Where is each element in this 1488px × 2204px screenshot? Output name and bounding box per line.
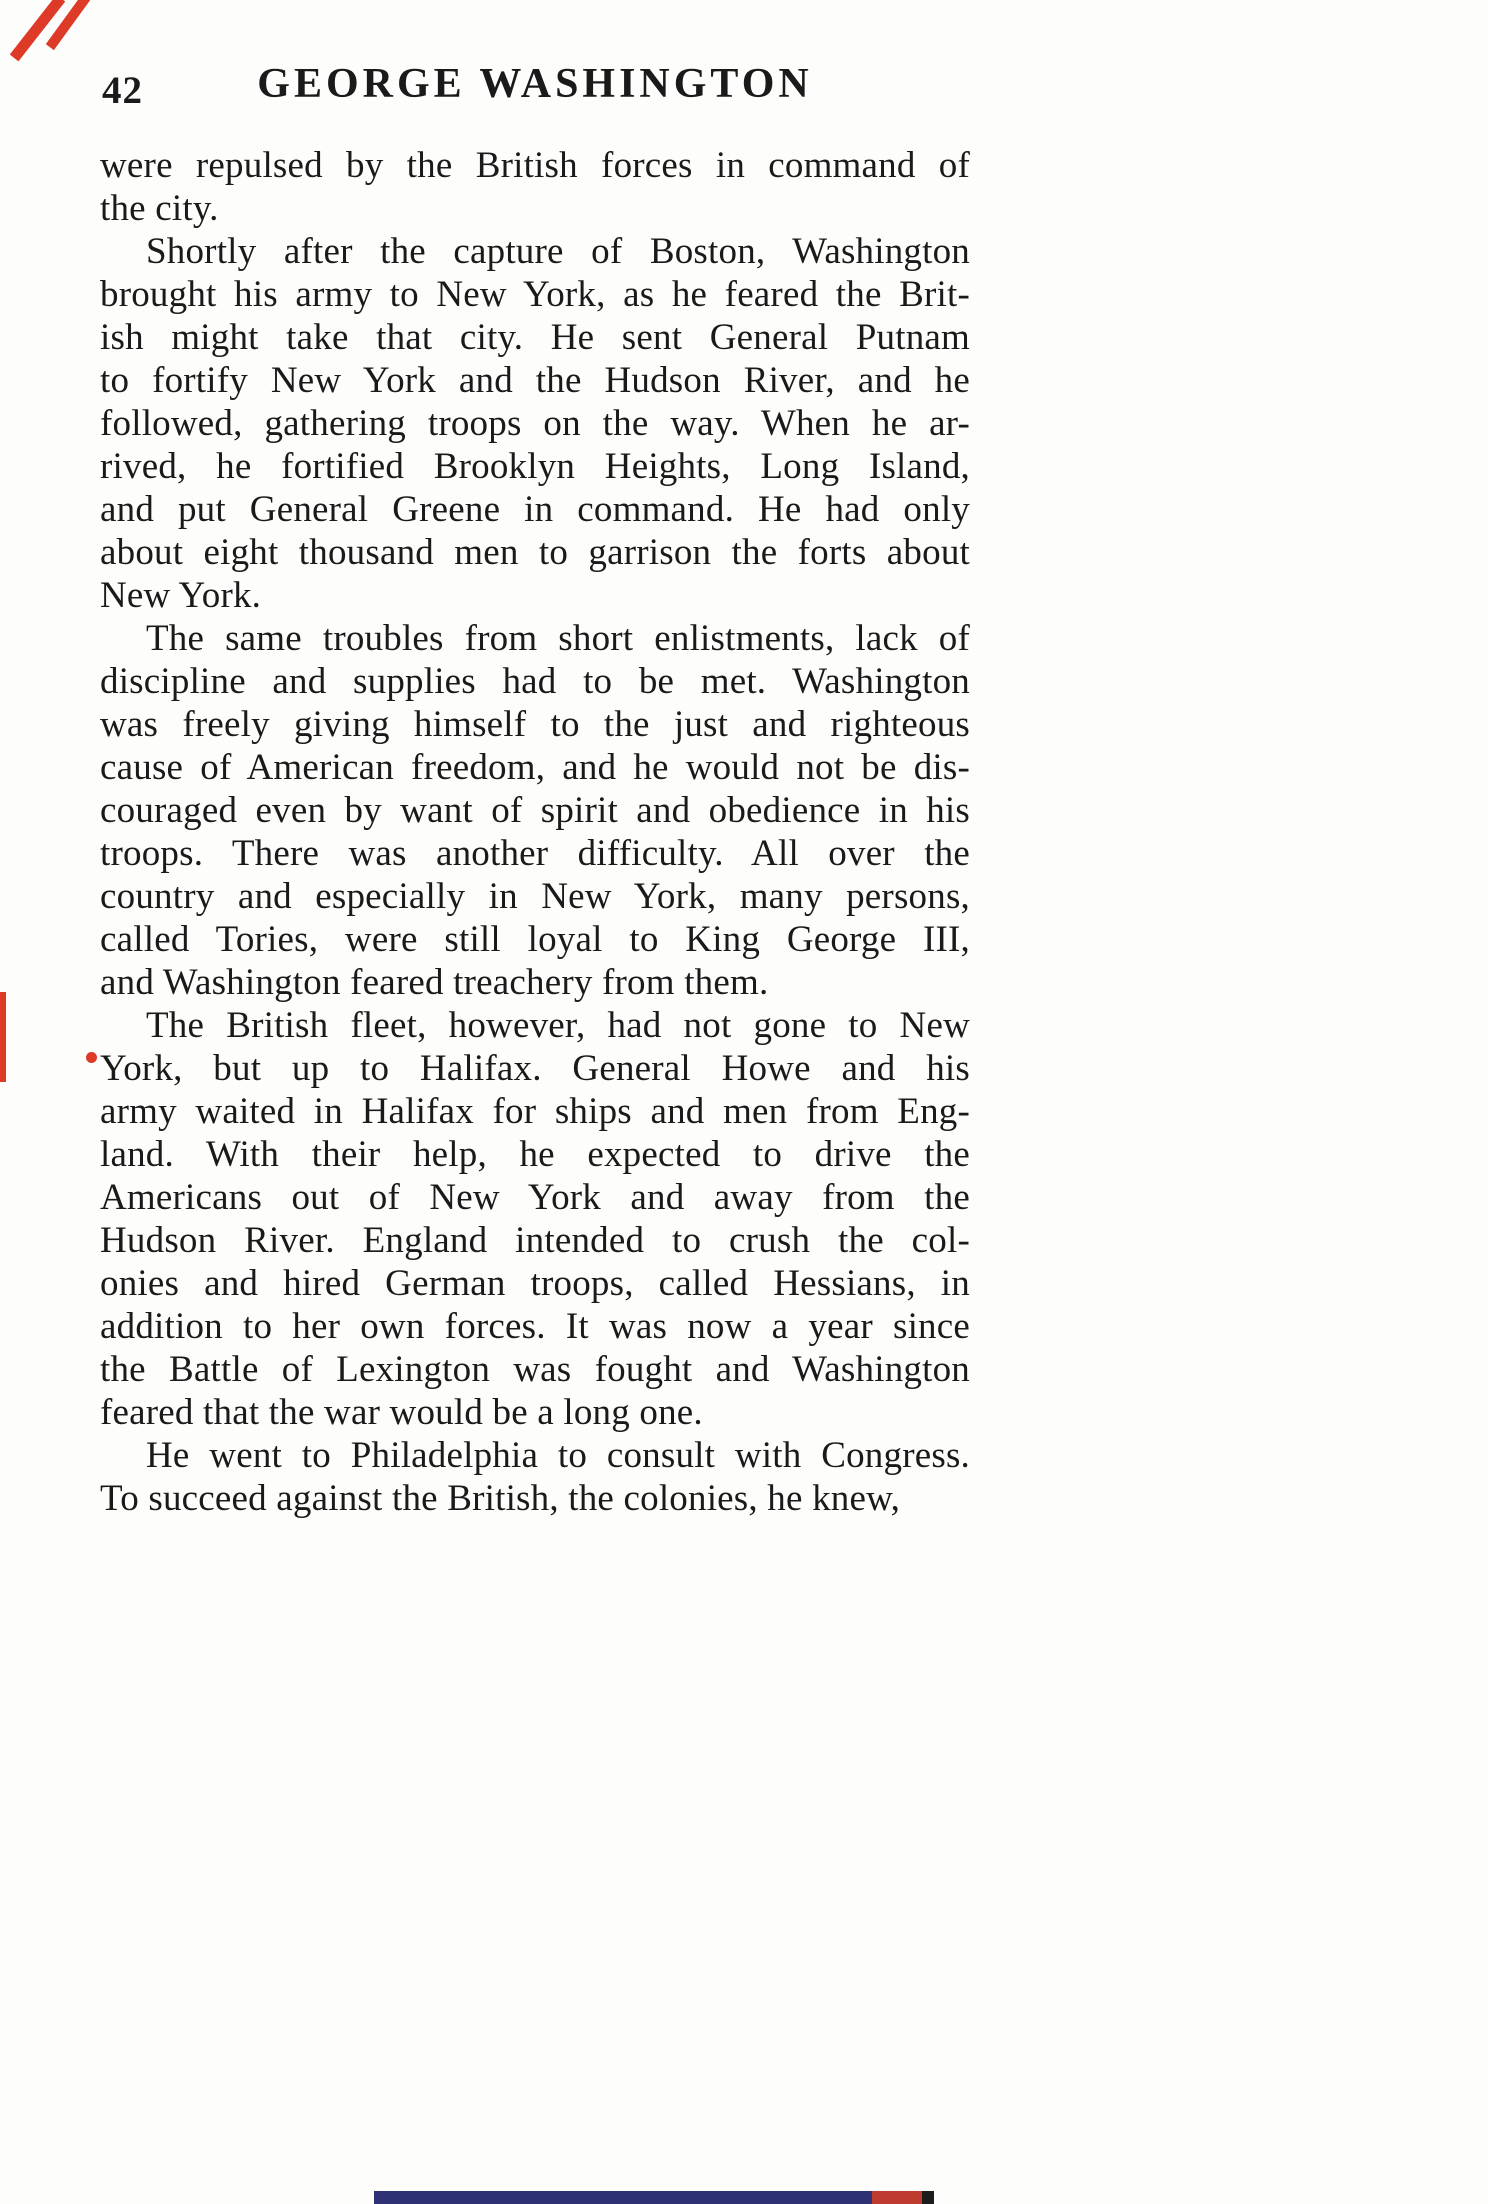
text-line: to fortify New York and the Hudson River, and he <box>100 360 970 401</box>
text-line: the Battle of Lexington was fought and Washington <box>100 1349 970 1390</box>
text-line: about eight thousand men to garrison the forts about <box>100 532 970 573</box>
text-line: Shortly after the capture of Boston, Washington <box>146 231 970 272</box>
text-line: onies and hired German troops, called Hessians, in <box>100 1263 970 1304</box>
text-line: army waited in Halifax for ships and men from Eng- <box>100 1091 970 1132</box>
scan-edge-bar-segment <box>872 2191 922 2204</box>
text-line: The same troubles from short enlistments, lack of <box>146 618 970 659</box>
text-line: Americans out of New York and away from the <box>100 1177 970 1218</box>
text-line: Hudson River. England intended to crush the col- <box>100 1220 970 1261</box>
edge-pen-dot <box>86 1052 97 1063</box>
text-line: cause of American freedom, and he would not be dis- <box>100 747 970 788</box>
text-line: and Washington feared treachery from them. <box>100 962 769 1003</box>
text-line: country and especially in New York, many persons, <box>100 876 970 917</box>
text-line: feared that the war would be a long one. <box>100 1392 703 1433</box>
text-line: the city. <box>100 188 219 229</box>
text-line: New York. <box>100 575 262 616</box>
scan-edge-bar-segment <box>922 2191 934 2204</box>
text-line: ish might take that city. He sent General Putnam <box>100 317 970 358</box>
text-line: was freely giving himself to the just and righteous <box>100 704 970 745</box>
text-line: followed, gathering troops on the way. When he ar- <box>100 403 970 444</box>
text-line: The British fleet, however, had not gone to New <box>146 1005 970 1046</box>
scan-edge-bar-segment <box>374 2191 872 2204</box>
text-line: and put General Greene in command. He had only <box>100 489 970 530</box>
text-line: brought his army to New York, as he feared the Brit- <box>100 274 970 315</box>
text-line: discipline and supplies had to be met. Washington <box>100 661 970 702</box>
text-line: He went to Philadelphia to consult with Congress. <box>146 1435 970 1476</box>
text-line: were repulsed by the British forces in command of <box>100 145 970 186</box>
text-line: York, but up to Halifax. General Howe and his <box>100 1048 970 1089</box>
text-line: troops. There was another difficulty. All over the <box>100 833 970 874</box>
text-line: addition to her own forces. It was now a year since <box>100 1306 970 1347</box>
text-line: land. With their help, he expected to drive the <box>100 1134 970 1175</box>
text-line: couraged even by want of spirit and obedience in his <box>100 790 970 831</box>
page-body <box>100 144 970 1520</box>
page-number: 42 <box>102 69 143 112</box>
text-line: To succeed against the British, the colonies, he knew, <box>100 1478 901 1519</box>
edge-pen-mark <box>0 992 6 1082</box>
text-line: rived, he fortified Brooklyn Heights, Long Island, <box>100 446 970 487</box>
text-line: called Tories, were still loyal to King George III, <box>100 919 970 960</box>
running-header: GEORGE WASHINGTON <box>257 61 813 107</box>
page-header <box>100 56 970 112</box>
